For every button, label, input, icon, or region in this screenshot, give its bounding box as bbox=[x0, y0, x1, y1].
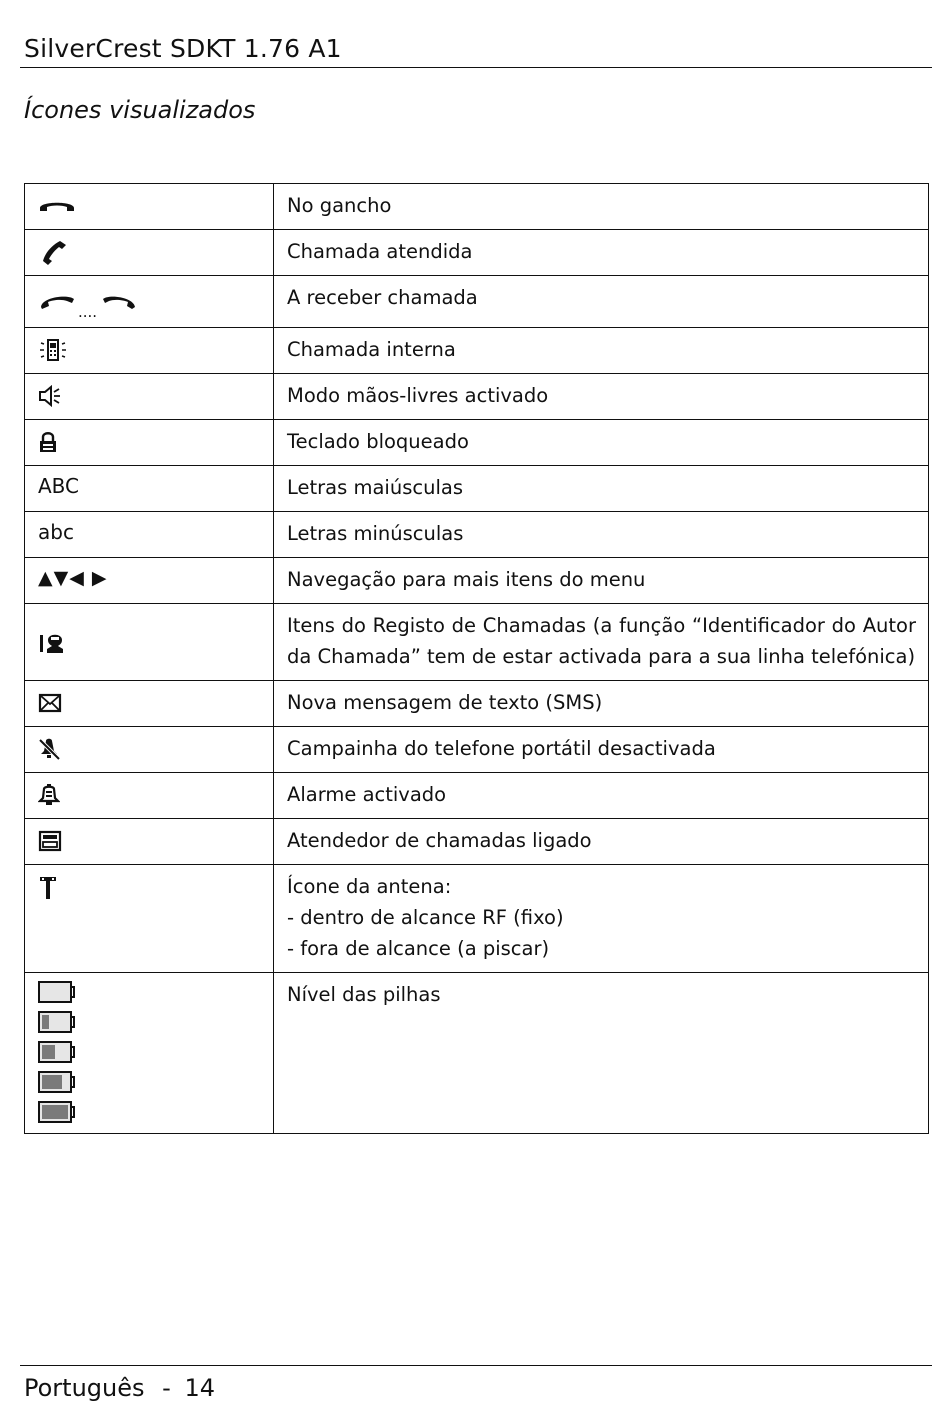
incoming-call-icon bbox=[38, 285, 261, 319]
antenna-icon bbox=[38, 874, 261, 900]
table-row bbox=[25, 727, 929, 773]
battery-icon bbox=[38, 1101, 76, 1123]
table-row bbox=[25, 466, 929, 512]
row-label: Navegação para mais itens do menu bbox=[274, 558, 929, 604]
row-label: Nível das pilhas bbox=[274, 973, 929, 1134]
call-log-icon bbox=[38, 630, 261, 656]
battery-icon bbox=[38, 981, 76, 1003]
table-row bbox=[25, 819, 929, 865]
row-label: Letras minúsculas bbox=[274, 512, 929, 558]
header-divider bbox=[20, 67, 932, 68]
table-row bbox=[25, 230, 929, 276]
row-label: No gancho bbox=[274, 184, 929, 230]
table-row bbox=[25, 865, 929, 973]
row-label: Alarme activado bbox=[274, 773, 929, 819]
page-number: 14 bbox=[184, 1374, 216, 1402]
row-label: Itens do Registo de Chamadas (a função “Identificador do Autor da Chamada” tem de estar activada para a sua linha telefónica) bbox=[274, 604, 929, 681]
table-row bbox=[25, 558, 929, 604]
lowercase-letters-icon: abc bbox=[38, 520, 74, 544]
internal-call-icon bbox=[38, 337, 261, 363]
antenna-out-of-range-line: - fora de alcance (a piscar) bbox=[287, 937, 550, 960]
table-row bbox=[25, 973, 929, 1134]
table-row bbox=[25, 604, 929, 681]
battery-icon bbox=[38, 1011, 76, 1033]
footer-separator: - bbox=[162, 1374, 171, 1402]
footer-language: Português bbox=[24, 1374, 145, 1402]
row-label: Nova mensagem de texto (SMS) bbox=[274, 681, 929, 727]
table-row bbox=[25, 512, 929, 558]
row-label: Chamada interna bbox=[274, 328, 929, 374]
icons-table bbox=[24, 183, 929, 1134]
row-label: Chamada atendida bbox=[274, 230, 929, 276]
battery-fill bbox=[42, 1075, 62, 1089]
row-label: Teclado bloqueado bbox=[274, 420, 929, 466]
speaker-icon bbox=[38, 383, 261, 409]
battery-level-icons bbox=[38, 979, 261, 1125]
table-row bbox=[25, 681, 929, 727]
navigation-arrows-icon: ▲▼◀ ▶ bbox=[38, 567, 108, 589]
incoming-call-dots: .... bbox=[78, 303, 98, 321]
battery-icon bbox=[38, 1071, 76, 1093]
table-row bbox=[25, 276, 929, 328]
lock-icon bbox=[38, 429, 261, 455]
table-row bbox=[25, 420, 929, 466]
ringer-off-icon bbox=[38, 736, 261, 762]
page-footer bbox=[24, 1374, 215, 1402]
row-label: Atendedor de chamadas ligado bbox=[274, 819, 929, 865]
row-label: Campainha do telefone portátil desactivada bbox=[274, 727, 929, 773]
antenna-in-range-line: - dentro de alcance RF (fixo) bbox=[287, 906, 564, 929]
section-title: Ícones visualizados bbox=[24, 96, 256, 124]
answering-machine-icon bbox=[38, 828, 261, 854]
alarm-bell-icon bbox=[38, 782, 261, 808]
row-label: Letras maiúsculas bbox=[274, 466, 929, 512]
battery-fill bbox=[42, 1045, 55, 1059]
table-row bbox=[25, 328, 929, 374]
row-label: Ícone da antena: bbox=[287, 875, 452, 898]
uppercase-letters-icon: ABC bbox=[38, 474, 80, 498]
row-label: Modo mãos-livres activado bbox=[274, 374, 929, 420]
handset-off-hook-icon bbox=[38, 239, 261, 265]
battery-icon bbox=[38, 1041, 76, 1063]
handset-on-hook-icon bbox=[38, 193, 261, 219]
footer-divider bbox=[20, 1365, 932, 1366]
document-header-title: SilverCrest SDKT 1.76 A1 bbox=[24, 34, 342, 63]
battery-fill bbox=[42, 1105, 68, 1119]
table-row bbox=[25, 773, 929, 819]
envelope-icon bbox=[38, 690, 261, 716]
row-label: A receber chamada bbox=[274, 276, 929, 328]
table-row bbox=[25, 374, 929, 420]
table-row bbox=[25, 184, 929, 230]
battery-fill bbox=[42, 1015, 49, 1029]
